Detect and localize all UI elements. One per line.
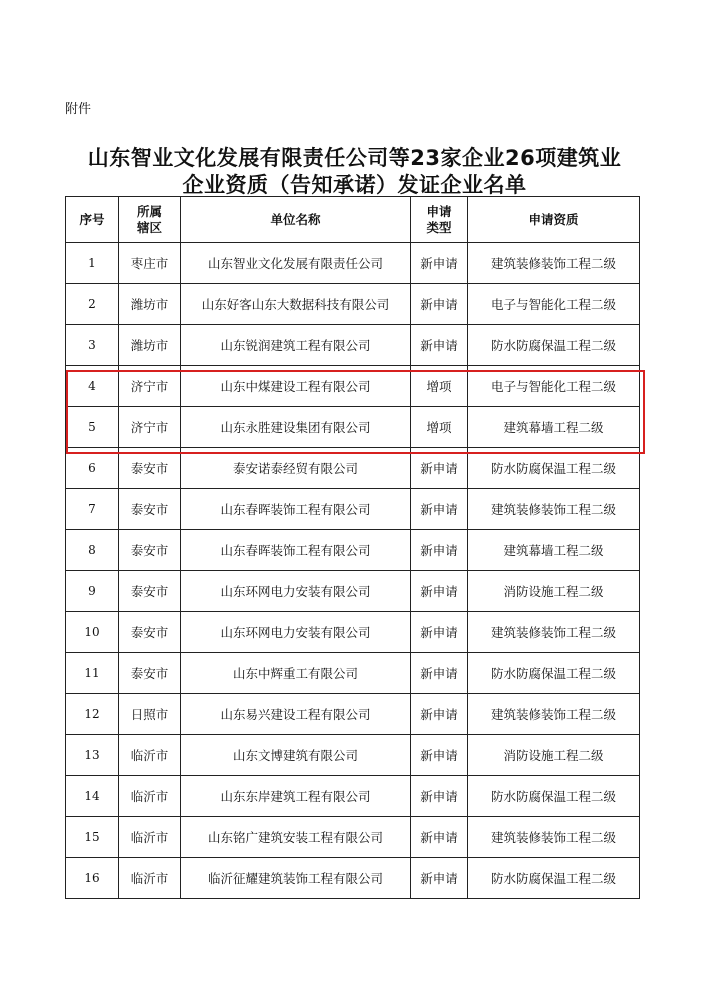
- table-row: [66, 571, 640, 612]
- cell-region: 济宁市: [119, 407, 181, 448]
- cell-qualification: 电子与智能化工程二级: [468, 284, 640, 325]
- cell-no: 11: [66, 653, 119, 694]
- cell-no: 3: [66, 325, 119, 366]
- cell-type: 新申请: [411, 571, 468, 612]
- cell-qualification: 建筑装修装饰工程二级: [468, 243, 640, 284]
- cell-type: 新申请: [411, 817, 468, 858]
- cell-region: 泰安市: [119, 612, 181, 653]
- header-type: [411, 197, 468, 243]
- header-company: 单位名称: [181, 197, 411, 243]
- cell-company: 山东好客山东大数据科技有限公司: [181, 284, 411, 325]
- cell-no: 1: [66, 243, 119, 284]
- table-row: [66, 325, 640, 366]
- header-qualification: 申请资质: [468, 197, 640, 243]
- cell-qualification: 消防设施工程二级: [468, 571, 640, 612]
- cell-company: 山东中煤建设工程有限公司: [181, 366, 411, 407]
- cell-qualification: 防水防腐保温工程二级: [468, 776, 640, 817]
- cell-qualification: 防水防腐保温工程二级: [468, 858, 640, 899]
- table-row: [66, 243, 640, 284]
- cell-region: 临沂市: [119, 817, 181, 858]
- attachment-label: 附件: [65, 102, 92, 117]
- cell-qualification: 消防设施工程二级: [468, 735, 640, 776]
- cell-no: 12: [66, 694, 119, 735]
- cell-no: 7: [66, 489, 119, 530]
- cell-type: 新申请: [411, 612, 468, 653]
- cell-region: 泰安市: [119, 448, 181, 489]
- cell-company: 山东中辉重工有限公司: [181, 653, 411, 694]
- table-row: [66, 776, 640, 817]
- cell-company: 山东春晖装饰工程有限公司: [181, 530, 411, 571]
- cell-region: 临沂市: [119, 735, 181, 776]
- cell-type: 新申请: [411, 243, 468, 284]
- cell-qualification: 防水防腐保温工程二级: [468, 653, 640, 694]
- cell-company: 山东铭广建筑安装工程有限公司: [181, 817, 411, 858]
- enterprise-list-table: [65, 196, 640, 899]
- cell-qualification: 建筑装修装饰工程二级: [468, 694, 640, 735]
- header-type-line-2: 类型: [426, 219, 452, 235]
- table-row: [66, 858, 640, 899]
- cell-region: 泰安市: [119, 530, 181, 571]
- cell-company: 山东易兴建设工程有限公司: [181, 694, 411, 735]
- cell-no: 10: [66, 612, 119, 653]
- cell-region: 泰安市: [119, 571, 181, 612]
- cell-no: 14: [66, 776, 119, 817]
- cell-type: 新申请: [411, 694, 468, 735]
- header-region-line-1: 所属: [136, 203, 162, 219]
- cell-type: 新申请: [411, 325, 468, 366]
- table-row: [66, 448, 640, 489]
- cell-no: 13: [66, 735, 119, 776]
- header-no: 序号: [66, 197, 119, 243]
- cell-qualification: 电子与智能化工程二级: [468, 366, 640, 407]
- table-row: [66, 489, 640, 530]
- table-row: [66, 612, 640, 653]
- table-row: [66, 694, 640, 735]
- cell-no: 2: [66, 284, 119, 325]
- cell-company: 山东春晖装饰工程有限公司: [181, 489, 411, 530]
- cell-company: 山东环网电力安装有限公司: [181, 571, 411, 612]
- cell-no: 15: [66, 817, 119, 858]
- cell-company: 山东锐润建筑工程有限公司: [181, 325, 411, 366]
- table-row: [66, 735, 640, 776]
- document-title-line-2: 企业资质（告知承诺）发证企业名单: [182, 173, 527, 197]
- cell-type: 新申请: [411, 489, 468, 530]
- cell-type: 增项: [411, 366, 468, 407]
- cell-qualification: 建筑装修装饰工程二级: [468, 489, 640, 530]
- header-region-line-2: 辖区: [136, 219, 162, 235]
- cell-qualification: 防水防腐保温工程二级: [468, 325, 640, 366]
- document-title-line-1: 山东智业文化发展有限责任公司等23家企业26项建筑业: [87, 146, 622, 170]
- table-row: [66, 653, 640, 694]
- cell-region: 潍坊市: [119, 284, 181, 325]
- table-row: [66, 366, 640, 407]
- cell-no: 9: [66, 571, 119, 612]
- cell-company: 山东永胜建设集团有限公司: [181, 407, 411, 448]
- cell-no: 5: [66, 407, 119, 448]
- cell-region: 泰安市: [119, 653, 181, 694]
- cell-qualification: 建筑装修装饰工程二级: [468, 612, 640, 653]
- cell-company: 临沂征耀建筑装饰工程有限公司: [181, 858, 411, 899]
- cell-type: 新申请: [411, 448, 468, 489]
- table-row: [66, 817, 640, 858]
- cell-region: 潍坊市: [119, 325, 181, 366]
- cell-type: 新申请: [411, 653, 468, 694]
- cell-company: 山东环网电力安装有限公司: [181, 612, 411, 653]
- cell-no: 8: [66, 530, 119, 571]
- cell-type: 新申请: [411, 776, 468, 817]
- table-header-row: [66, 197, 640, 243]
- table-row: [66, 284, 640, 325]
- cell-type: 增项: [411, 407, 468, 448]
- cell-type: 新申请: [411, 735, 468, 776]
- cell-type: 新申请: [411, 530, 468, 571]
- cell-company: 泰安诺泰经贸有限公司: [181, 448, 411, 489]
- cell-region: 临沂市: [119, 858, 181, 899]
- cell-no: 4: [66, 366, 119, 407]
- cell-no: 16: [66, 858, 119, 899]
- cell-company: 山东智业文化发展有限责任公司: [181, 243, 411, 284]
- cell-company: 山东东岸建筑工程有限公司: [181, 776, 411, 817]
- cell-qualification: 建筑幕墙工程二级: [468, 407, 640, 448]
- table-row: [66, 530, 640, 571]
- cell-qualification: 防水防腐保温工程二级: [468, 448, 640, 489]
- cell-region: 日照市: [119, 694, 181, 735]
- header-type-line-1: 申请: [426, 203, 452, 219]
- cell-no: 6: [66, 448, 119, 489]
- cell-region: 临沂市: [119, 776, 181, 817]
- cell-type: 新申请: [411, 284, 468, 325]
- cell-region: 泰安市: [119, 489, 181, 530]
- cell-company: 山东文博建筑有限公司: [181, 735, 411, 776]
- header-region: [119, 197, 181, 243]
- cell-type: 新申请: [411, 858, 468, 899]
- cell-qualification: 建筑装修装饰工程二级: [468, 817, 640, 858]
- cell-qualification: 建筑幕墙工程二级: [468, 530, 640, 571]
- table-row: [66, 407, 640, 448]
- cell-region: 济宁市: [119, 366, 181, 407]
- cell-region: 枣庄市: [119, 243, 181, 284]
